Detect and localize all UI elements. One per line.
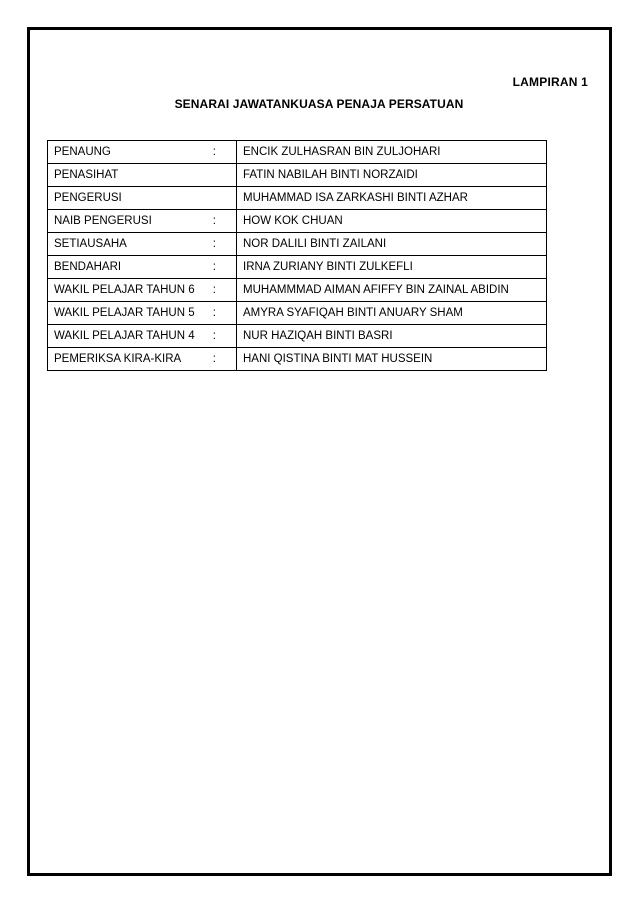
role-cell — [48, 164, 237, 187]
role-label: SETIAUSAHA — [54, 238, 127, 250]
member-name: AMYRA SYAFIQAH BINTI ANUARY SHAM — [237, 302, 547, 325]
table-row — [48, 325, 547, 348]
committee-table — [47, 140, 547, 371]
colon: : — [212, 353, 216, 365]
table-row — [48, 187, 547, 210]
role-label: PENGERUSI — [54, 192, 122, 204]
colon: : — [212, 284, 216, 296]
table-row — [48, 302, 547, 325]
role-label: WAKIL PELAJAR TAHUN 4 — [54, 330, 195, 342]
colon: : — [212, 238, 216, 250]
role-cell — [48, 233, 237, 256]
role-label: BENDAHARI — [54, 261, 122, 273]
role-cell — [48, 187, 237, 210]
table-row — [48, 141, 547, 164]
table-row — [48, 348, 547, 371]
role-cell — [48, 210, 237, 233]
member-name: IRNA ZURIANY BINTI ZULKEFLI — [237, 256, 547, 279]
role-cell — [48, 302, 237, 325]
role-cell — [48, 141, 237, 164]
member-name: ENCIK ZULHASRAN BIN ZULJOHARI — [237, 141, 547, 164]
colon: : — [212, 146, 216, 158]
member-name: FATIN NABILAH BINTI NORZAIDI — [237, 164, 547, 187]
table-row — [48, 233, 547, 256]
role-label: PENAUNG — [54, 146, 111, 158]
appendix-label: LAMPIRAN 1 — [512, 75, 588, 89]
table-row — [48, 279, 547, 302]
role-cell — [48, 256, 237, 279]
member-name: NOR DALILI BINTI ZAILANI — [237, 233, 547, 256]
role-label: WAKIL PELAJAR TAHUN 5 — [54, 307, 195, 319]
role-label: NAIB PENGERUSI — [54, 215, 152, 227]
colon: : — [212, 215, 216, 227]
role-cell — [48, 348, 237, 371]
member-name: HANI QISTINA BINTI MAT HUSSEIN — [237, 348, 547, 371]
table-row — [48, 164, 547, 187]
role-label: PEMERIKSA KIRA-KIRA — [54, 353, 182, 365]
member-name: HOW KOK CHUAN — [237, 210, 547, 233]
role-cell — [48, 325, 237, 348]
colon: : — [212, 307, 216, 319]
member-name: MUHAMMMAD AIMAN AFIFFY BIN ZAINAL ABIDIN — [237, 279, 547, 302]
member-name: NUR HAZIQAH BINTI BASRI — [237, 325, 547, 348]
role-cell — [48, 279, 237, 302]
document-title: SENARAI JAWATANKUASA PENAJA PERSATUAN — [174, 97, 464, 111]
member-name: MUHAMMAD ISA ZARKASHI BINTI AZHAR — [237, 187, 547, 210]
table-row — [48, 210, 547, 233]
table-row — [48, 256, 547, 279]
colon: : — [212, 261, 216, 273]
colon: : — [212, 330, 216, 342]
role-label: WAKIL PELAJAR TAHUN 6 — [54, 284, 195, 296]
role-label: PENASIHAT — [54, 169, 119, 181]
